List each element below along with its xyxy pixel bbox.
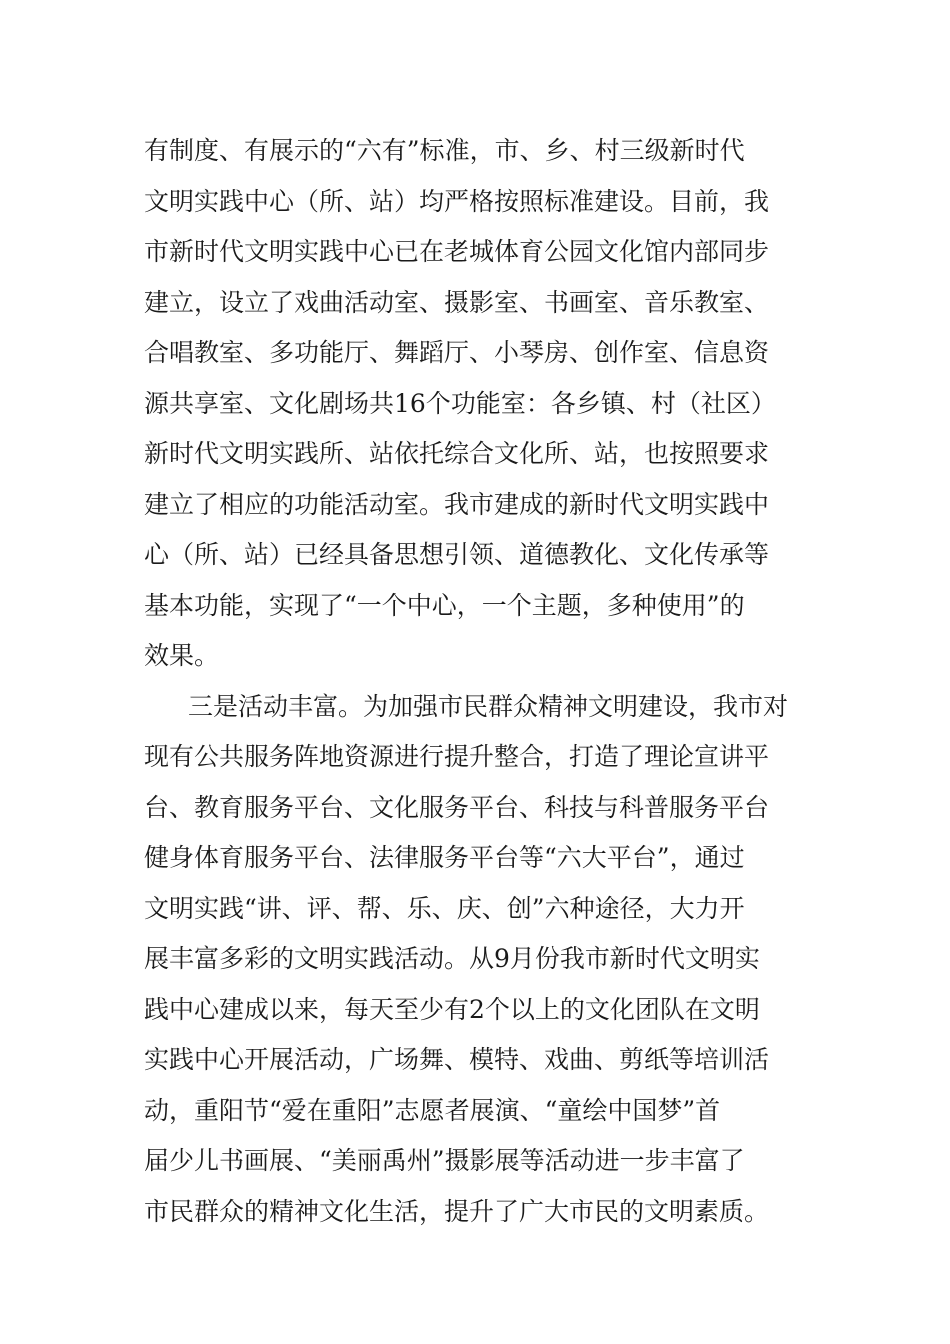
text-line: 建立了相应的功能活动室。我市建成的新时代文明实践中 bbox=[144, 489, 770, 519]
text-line: 市新时代文明实践中心已在老城体育公园文化馆内部同步 bbox=[144, 237, 770, 266]
text-line: 效果。 bbox=[144, 641, 220, 670]
text-line: 文明实践“讲、评、帮、乐、庆、创”六种途径，大力开 bbox=[144, 893, 745, 923]
text-line: 文明实践中心（所、站）均严格按照标准建设。目前，我 bbox=[144, 186, 770, 216]
text-line: 基本功能，实现了“一个中心，一个主题，多种使用”的 bbox=[144, 590, 745, 620]
text-line: 市民群众的精神文化生活，提升了广大市民的文明素质。 bbox=[144, 1196, 770, 1226]
text-line: 动，重阳节“爱在重阳”志愿者展演、“童绘中国梦”首 bbox=[144, 1095, 721, 1125]
document-body bbox=[144, 126, 806, 1237]
text-line: 届少儿书画展、“美丽禹州”摄影展等活动进一步丰富了 bbox=[144, 1146, 745, 1175]
paragraph-start-line: 三是活动丰富。为加强市民群众精神文明建设，我市对 bbox=[188, 691, 789, 721]
text-line: 合唱教室、多功能厅、舞蹈厅、小琴房、创作室、信息资 bbox=[144, 338, 770, 367]
text-line: 源共享室、文化剧场共16个功能室：各乡镇、村（社区） bbox=[144, 388, 776, 418]
text-line: 心（所、站）已经具备思想引领、道德教化、文化传承等 bbox=[144, 540, 770, 569]
text-line: 台、教育服务平台、文化服务平台、科技与科普服务平台 bbox=[144, 792, 770, 822]
text-line: 建立，设立了戏曲活动室、摄影室、书画室、音乐教室、 bbox=[144, 287, 770, 317]
text-line: 践中心建成以来，每天至少有2个以上的文化团队在文明 bbox=[144, 994, 760, 1024]
text-line: 现有公共服务阵地资源进行提升整合，打造了理论宣讲平 bbox=[144, 742, 770, 771]
text-line: 实践中心开展活动，广场舞、模特、戏曲、剪纸等培训活 bbox=[144, 1045, 770, 1074]
text-line: 有制度、有展示的“六有”标准，市、乡、村三级新时代 bbox=[144, 136, 745, 165]
text-line: 健身体育服务平台、法律服务平台等“六大平台”，通过 bbox=[144, 843, 745, 872]
text-line: 展丰富多彩的文明实践活动。从9月份我市新时代文明实 bbox=[144, 944, 760, 973]
text-line: 新时代文明实践所、站依托综合文化所、站，也按照要求 bbox=[144, 439, 770, 468]
